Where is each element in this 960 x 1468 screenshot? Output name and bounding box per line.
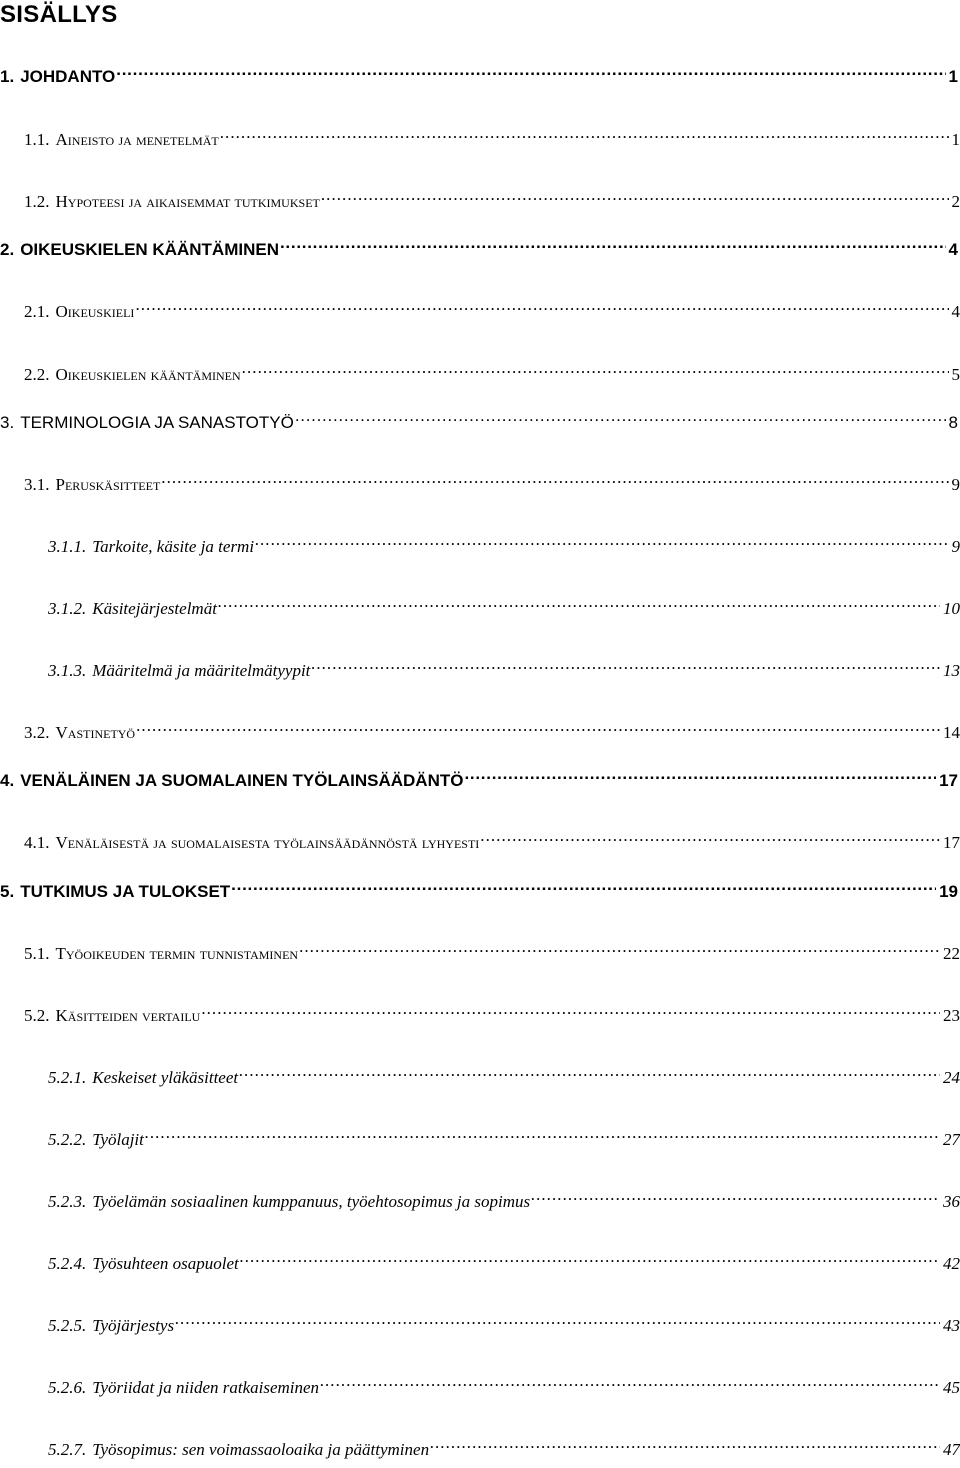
toc-entry-number: 5.: [0, 882, 15, 901]
dot-leader: [531, 1183, 940, 1207]
dot-leader: [430, 1431, 940, 1455]
toc-entry-page: 36: [943, 1192, 960, 1211]
toc-entry-label: Hypoteesi ja aikaisemmat tutkimukset: [55, 192, 320, 211]
toc-entry-number: 2.: [0, 240, 15, 259]
toc-entry-label: Aineisto ja menetelmät: [55, 130, 219, 149]
toc-entry-label: Tarkoite, käsite ja termi: [92, 537, 255, 556]
toc-entry-page: 10: [943, 599, 960, 618]
toc-entry-label: Peruskäsitteet: [55, 475, 161, 494]
toc-entry[interactable]: [48, 1059, 960, 1087]
toc-entry-label: Käsitejärjestelmät: [92, 599, 217, 618]
toc-entry[interactable]: [24, 824, 960, 852]
toc-entry-page: 1: [948, 67, 958, 86]
dot-leader: [480, 824, 940, 848]
toc-entry-number: 4.1.: [24, 833, 50, 852]
toc-entry-number: 1.2.: [24, 192, 50, 211]
toc-entry-label: Työjärjestys: [92, 1316, 175, 1335]
dot-leader: [145, 1121, 940, 1145]
toc-entry[interactable]: [24, 121, 960, 149]
toc-entry-page: 8: [948, 413, 958, 432]
toc-entry-number: 1.1.: [24, 130, 50, 149]
toc-entry-page: 4: [948, 240, 958, 259]
dot-leader: [161, 466, 948, 490]
dot-leader: [280, 231, 946, 255]
dot-leader: [321, 183, 949, 207]
toc-entry-label: Työriidat ja niiden ratkaiseminen: [92, 1378, 320, 1397]
toc-entry-label: Työsuhteen osapuolet: [92, 1254, 239, 1273]
dot-leader: [135, 293, 948, 317]
dot-leader: [218, 590, 940, 614]
toc-entry-number: 3.2.: [24, 723, 50, 742]
dot-leader: [242, 356, 949, 380]
toc-entry-number: 4.: [0, 771, 15, 790]
toc-entry-page: 47: [943, 1440, 960, 1459]
toc-entry-number: 5.1.: [24, 944, 50, 963]
dot-leader: [239, 1059, 940, 1083]
toc-entry-number: 5.2.5.: [48, 1316, 87, 1335]
toc-entry-page: 14: [943, 723, 960, 742]
toc-entry[interactable]: [48, 1245, 960, 1273]
toc-entry[interactable]: [48, 528, 960, 556]
toc-entry-number: 5.2.7.: [48, 1440, 87, 1459]
toc-entry[interactable]: [48, 1121, 960, 1149]
toc-entry-number: 2.2.: [24, 365, 50, 384]
toc-entry-number: 2.1.: [24, 302, 50, 321]
dot-leader: [320, 1369, 940, 1393]
toc-entry[interactable]: [48, 652, 960, 680]
toc-entry-label: Oikeuskieli: [55, 302, 135, 321]
toc-entry-number: 5.2.6.: [48, 1378, 87, 1397]
toc-entry-page: 1: [951, 130, 960, 149]
toc-entry[interactable]: [48, 1369, 960, 1397]
dot-leader: [311, 652, 940, 676]
toc-entry-number: 1.: [0, 67, 15, 86]
toc-entry-label: TUTKIMUS JA TULOKSET: [20, 882, 231, 901]
toc-entry-label: Vastinetyö: [55, 723, 136, 742]
dot-leader: [299, 935, 940, 959]
toc-entry-number: 5.2.2.: [48, 1130, 87, 1149]
toc-entry-page: 22: [943, 944, 960, 963]
dot-leader: [255, 528, 948, 552]
toc-entry-page: 4: [951, 302, 960, 321]
toc-entry[interactable]: [24, 714, 960, 742]
toc-entry[interactable]: [0, 58, 958, 86]
toc-entry-label: JOHDANTO: [20, 67, 116, 86]
toc-entry-label: VENÄLÄINEN JA SUOMALAINEN TYÖLAINSÄÄDÄNTÖ: [20, 771, 464, 790]
toc-entry-label: Oikeuskielen kääntäminen: [55, 365, 241, 384]
toc-entry-page: 24: [943, 1068, 960, 1087]
toc-entry-label: Työoikeuden termin tunnistaminen: [55, 944, 299, 963]
toc-entry-page: 9: [951, 537, 960, 556]
toc-entry[interactable]: [24, 997, 960, 1025]
toc-entry-number: 5.2.4.: [48, 1254, 87, 1273]
toc-title: SISÄLLYS: [0, 1, 118, 28]
toc-entry[interactable]: [48, 590, 960, 618]
toc-entry[interactable]: [0, 231, 958, 259]
toc-entry-page: 2: [951, 192, 960, 211]
toc-entry-label: Työlajit: [92, 1130, 144, 1149]
toc-entry-number: 5.2.: [24, 1006, 50, 1025]
dot-leader: [116, 58, 945, 82]
toc-entry-label: Työelämän sosiaalinen kumppanuus, työehtosopimus ja sopimus: [92, 1192, 531, 1211]
toc-entry-page: 17: [943, 833, 960, 852]
toc-entry[interactable]: [48, 1183, 960, 1211]
toc-entry-page: 43: [943, 1316, 960, 1335]
toc-entry-number: 3.1.3.: [48, 661, 87, 680]
toc-entry-page: 42: [943, 1254, 960, 1273]
toc-entry[interactable]: [24, 293, 960, 321]
dot-leader: [240, 1245, 940, 1269]
toc-entry[interactable]: [0, 404, 958, 432]
dot-leader: [295, 404, 946, 428]
toc-entry-number: 3.: [0, 413, 15, 432]
toc-entry-number: 3.1.2.: [48, 599, 87, 618]
toc-entry[interactable]: [24, 935, 960, 963]
toc-entry-number: 3.1.1.: [48, 537, 87, 556]
toc-entry-label: Keskeiset yläkäsitteet: [92, 1068, 239, 1087]
dot-leader: [231, 873, 936, 897]
toc-entry-label: Käsitteiden vertailu: [55, 1006, 201, 1025]
toc-entry-label: Työsopimus: sen voimassaoloaika ja päättyminen: [92, 1440, 430, 1459]
toc-entry[interactable]: [24, 356, 960, 384]
dot-leader: [175, 1307, 940, 1331]
toc-entry[interactable]: [24, 183, 960, 211]
toc-entry-page: 19: [939, 882, 958, 901]
dot-leader: [464, 762, 936, 786]
toc-entry-label: OIKEUSKIELEN KÄÄNTÄMINEN: [20, 240, 279, 259]
toc-entry-number: 5.2.1.: [48, 1068, 87, 1087]
toc-entry[interactable]: [48, 1307, 960, 1335]
toc-entry[interactable]: [0, 873, 958, 901]
toc-entry-page: 5: [951, 365, 960, 384]
toc-entry[interactable]: [24, 466, 960, 494]
toc-entry-page: 17: [939, 771, 958, 790]
toc-entry-page: 9: [951, 475, 960, 494]
toc-entry-label: Määritelmä ja määritelmätyypit: [92, 661, 311, 680]
toc-entry-number: 3.1.: [24, 475, 50, 494]
dot-leader: [220, 121, 949, 145]
toc-entry-label: TERMINOLOGIA JA SANASTOTYÖ: [20, 413, 294, 432]
toc-entry[interactable]: [0, 762, 958, 790]
toc-entry[interactable]: [48, 1431, 960, 1459]
toc-entry-page: 13: [943, 661, 960, 680]
toc-entry-page: 23: [943, 1006, 960, 1025]
dot-leader: [201, 997, 940, 1021]
toc-entry-label: Venäläisestä ja suomalaisesta työlainsäädännöstä lyhyesti: [55, 833, 480, 852]
toc-entry-number: 5.2.3.: [48, 1192, 87, 1211]
dot-leader: [136, 714, 940, 738]
toc-entry-page: 27: [943, 1130, 960, 1149]
toc-entry-page: 45: [943, 1378, 960, 1397]
